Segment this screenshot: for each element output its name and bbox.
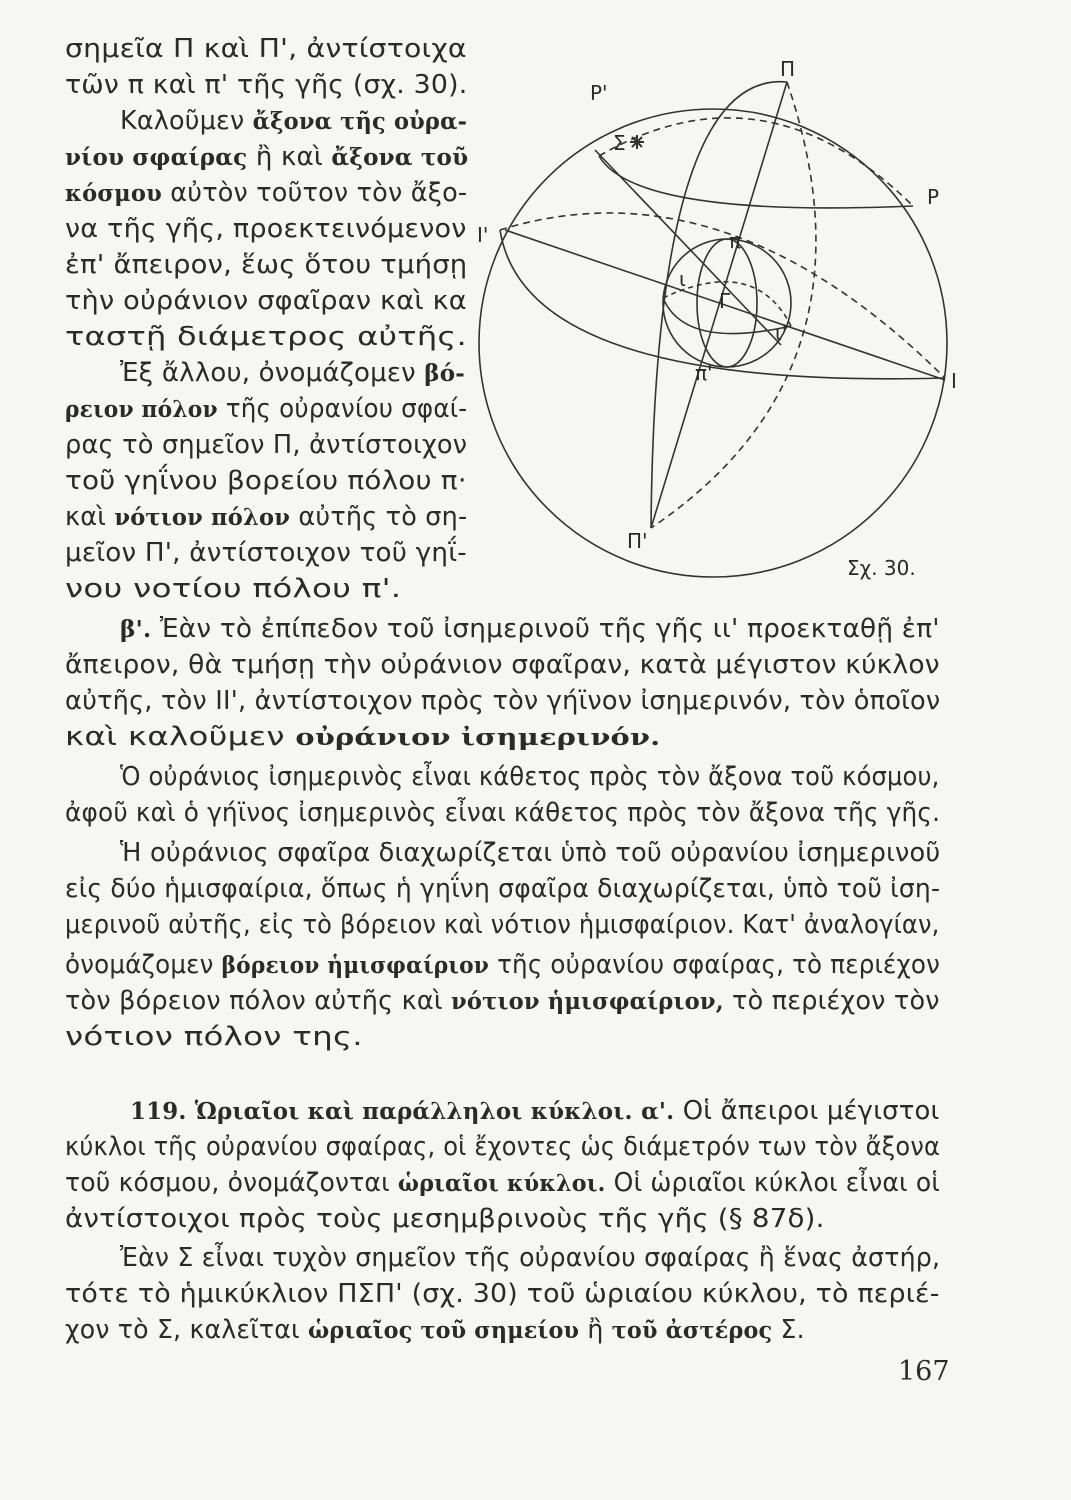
text-line <box>65 139 468 176</box>
text-line <box>65 247 467 283</box>
text-segment: νου νοτίου πόλου π'. <box>65 574 402 604</box>
figure-caption: Σχ. 30. <box>847 556 916 580</box>
earth-line-1 <box>595 150 781 345</box>
text-segment: Ἐξ ἄλλου, ὀνομάζομεν <box>120 358 425 388</box>
text-segment: καὶ καλοῦμεν <box>65 722 296 752</box>
text-segment: χον τὸ Σ, καλεῖται <box>65 1315 308 1345</box>
text-line <box>65 283 467 319</box>
text-line <box>65 463 467 499</box>
text-segment: αὐτῆς, τὸν ΙΙ', ἀντίστοιχον πρὸς τὸν γήϊνον ἰσημερινόν, τὸν ὁποῖον <box>65 686 941 716</box>
text-line <box>65 947 940 984</box>
bold-term: ἄξονα τοῦ <box>331 144 469 171</box>
text-line <box>65 1129 940 1165</box>
bold-term: α'. <box>641 1098 675 1125</box>
text-segment: κύκλοι τῆς οὐρανίου σφαίρας, οἱ ἔχοντες ὡς διάμετρόν των τὸν ἄξονα <box>65 1132 941 1162</box>
text-line <box>65 391 467 428</box>
label-gamma: Γ <box>719 289 731 313</box>
label-iota: ι <box>679 267 686 291</box>
text-segment: Καλοῦμεν <box>120 106 253 136</box>
text-segment: Ἐὰν Σ εἶναι τυχὸν σημεῖον τῆς οὐρανίου σφαίρας ἢ ἕνας ἀστήρ, <box>120 1243 941 1273</box>
text-line <box>65 499 467 536</box>
text-segment: Ὁ οὐράνιος ἰσημερινὸς εἶναι κάθετος πρὸς τὸν ἄξονα τοῦ κόσμου, <box>120 762 940 792</box>
bold-term: 119. Ὡριαῖοι καὶ παράλληλοι κύκλοι. <box>130 1098 633 1125</box>
label-pi-prime: π' <box>695 361 713 385</box>
text-line <box>65 683 940 719</box>
text-line <box>65 795 940 831</box>
text-segment: ἀφοῦ καὶ ὁ γήϊνος ἰσημερινὸς εἶναι κάθετος πρὸς τὸν ἄξονα τῆς γῆς. <box>65 798 941 828</box>
bold-term: τοῦ ἀστέρος <box>611 1317 773 1344</box>
bold-term: νίου σφαίρας <box>65 144 248 171</box>
text-segment: ἐπ' ἄπειρον, ἕως ὅτου τμήσῃ <box>65 250 468 280</box>
label-I: Ι <box>951 369 957 393</box>
bold-term: β'. <box>120 616 152 643</box>
text-segment: νότιον πόλον της. <box>65 1022 363 1052</box>
parallel-circle-back <box>599 118 913 206</box>
text-line <box>65 319 467 355</box>
text-segment: καὶ <box>65 502 115 532</box>
text-line <box>65 1165 940 1202</box>
text-segment: τὴν οὐράνιον σφαῖραν καὶ κα <box>65 286 467 316</box>
bold-term: κόσμου <box>65 180 162 207</box>
label-pole-P: Π <box>780 57 796 81</box>
bold-term: ὡριαῖοι κύκλοι. <box>397 1170 606 1197</box>
text-segment: Οἱ ἄπειροι μέγιστοι <box>674 1096 940 1126</box>
text-segment: τῆς οὐρανίου σφαίρας, τὸ περιέχον <box>489 950 940 980</box>
text-line <box>65 535 467 571</box>
text-segment: Ἡ οὐράνιος σφαῖρα διαχωρίζεται ὑπὸ τοῦ οὐρανίου ἰσημερινοῦ <box>120 838 941 868</box>
star-sigma-icon <box>630 135 644 149</box>
text-line <box>65 1201 825 1237</box>
text-line <box>120 355 465 392</box>
text-line <box>65 31 467 67</box>
text-line <box>65 907 940 943</box>
text-segment: να τῆς γῆς, προεκτεινόμενον <box>65 214 467 244</box>
label-pole-P-prime: Π' <box>627 529 648 553</box>
text-line <box>130 1093 940 1130</box>
text-segment: Ἐὰν τὸ ἐπίπεδον τοῦ ἰσημερινοῦ τῆς γῆς ιι' προεκταθῇ ἐπ' <box>151 614 940 644</box>
text-line <box>65 647 940 683</box>
page-number: 167 <box>898 1356 950 1387</box>
text-line <box>65 1312 805 1349</box>
text-segment: τὸν βόρειον πόλον αὐτῆς καὶ <box>65 986 452 1016</box>
bold-term: νότιον πόλον <box>114 504 291 531</box>
celestial-sphere-figure <box>465 50 975 590</box>
text-segment: τότε τὸ ἡμικύκλιον ΠΣΠ' (σχ. 30) τοῦ ὡριαίου κύκλου, τὸ περιέ- <box>65 1279 940 1309</box>
text-segment: ἢ καὶ <box>247 142 332 172</box>
bold-term: βό- <box>424 360 466 387</box>
text-segment: αὐτῆς τὸ ση- <box>290 502 468 532</box>
bold-term: ἄξονα τῆς οὐρα- <box>252 108 468 135</box>
text-line <box>65 571 401 607</box>
label-rho-prime: Ρ' <box>590 81 608 105</box>
text-segment: εἰς δύο ἡμισφαίρια, ὅπως ἡ γηΐνη σφαῖρα διαχωρίζεται, ὑπὸ τοῦ ἰση- <box>65 874 941 904</box>
text-segment: ρας τὸ σημεῖον Π, ἀντίστοιχον <box>65 430 468 460</box>
text-line <box>120 759 940 795</box>
text-line <box>65 871 940 907</box>
celestial-sphere-outline <box>479 109 947 577</box>
text-segment: ἀντίστοιχοι πρὸς τοὺς μεσημβρινοὺς τῆς γῆς (§ 87δ). <box>65 1204 825 1234</box>
text-segment: τοῦ γηΐνου βορείου πόλου π· <box>65 466 467 496</box>
bold-term: βόρειον ἡμισφαίριον <box>221 952 490 979</box>
text-segment: Οἱ ὡριαῖοι κύκλοι εἶναι οἱ <box>605 1168 941 1198</box>
text-segment: τῆς οὐρανίου σφαί- <box>217 394 468 424</box>
text-segment <box>633 1096 641 1126</box>
label-rho: Ρ <box>927 185 940 209</box>
bold-term: νότιον ἡμισφαίριον, <box>451 988 724 1015</box>
text-line <box>120 103 467 140</box>
text-segment: μεῖον Π', ἀντίστοιχον τοῦ γηΐ- <box>65 538 467 568</box>
text-segment: σημεῖα Π καὶ Π', ἀντίστοιχα <box>65 34 467 64</box>
text-line <box>65 211 467 247</box>
text-line <box>65 719 660 756</box>
text-line <box>65 1019 363 1055</box>
label-iota-prime: ι' <box>775 321 788 345</box>
text-line <box>65 1276 940 1312</box>
text-line <box>120 1240 940 1276</box>
label-pi: π <box>729 229 742 253</box>
label-I-prime: Ι' <box>477 223 489 247</box>
bold-term: ρειον πόλον <box>65 396 218 423</box>
text-segment: τὸ περιέχον τὸν <box>723 986 940 1016</box>
text-segment: ταστῇ διάμετρος αὐτῆς. <box>65 322 467 352</box>
label-sigma: Σ <box>613 131 626 155</box>
text-segment: ὀνομάζομεν <box>65 950 222 980</box>
bold-term: οὐράνιον ἰσημερινόν. <box>295 724 661 751</box>
text-segment: Σ. <box>772 1315 805 1345</box>
text-line <box>65 67 467 103</box>
text-line <box>120 835 940 871</box>
text-line <box>65 983 940 1020</box>
text-segment: αὐτὸν τοῦτον τὸν ἄξο- <box>161 178 468 208</box>
text-segment: τῶν π καὶ π' τῆς γῆς (σχ. 30). <box>65 70 468 100</box>
text-segment: ἢ <box>579 1315 612 1345</box>
text-segment: μερινοῦ αὐτῆς, εἰς τὸ βόρειον καὶ νότιον ἡμισφαίριον. Κατ' ἀναλογίαν, <box>65 910 940 940</box>
text-segment: τοῦ κόσμου, ὀνομάζονται <box>65 1168 398 1198</box>
text-line <box>120 611 940 648</box>
text-line <box>65 427 467 463</box>
text-line <box>65 175 467 212</box>
bold-term: ὡριαῖος τοῦ σημείου <box>307 1317 580 1344</box>
text-segment: ἄπειρον, θὰ τμήσῃ τὴν οὐράνιον σφαῖραν, κατὰ μέγιστον κύκλον <box>65 650 940 680</box>
